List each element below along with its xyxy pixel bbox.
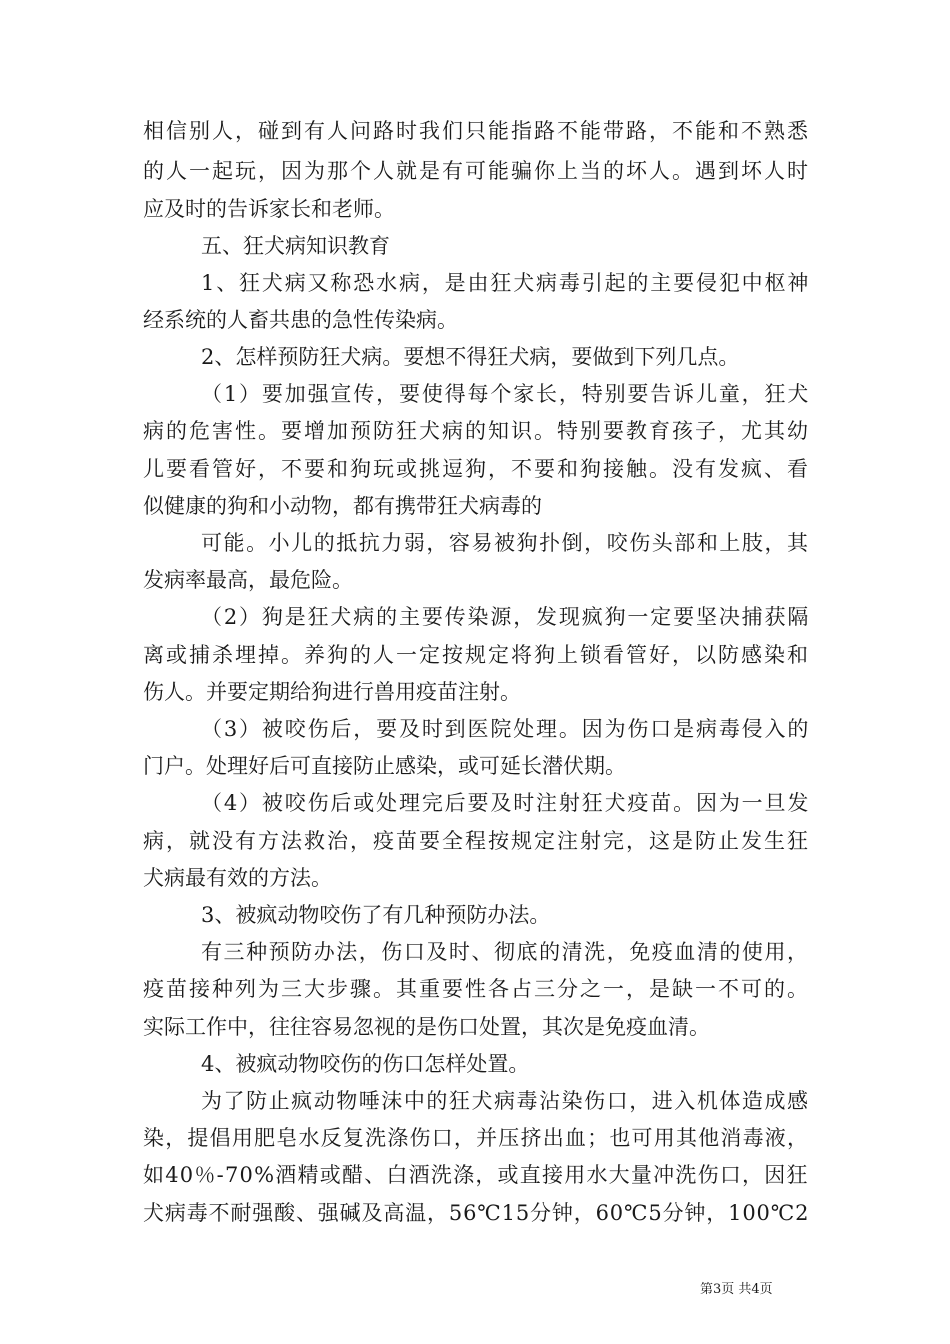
text-line: 儿要看管好，不要和狗玩或挑逗狗，不要和狗接触。没有发疯、看 [143, 457, 810, 481]
text-line: 2、怎样预防狂犬病。要想不得狂犬病，要做到下列几点。 [201, 345, 740, 369]
text-line: 经系统的人畜共患的急性传染病。 [143, 308, 458, 332]
text-line: 发病率最高，最危险。 [143, 568, 353, 592]
section-heading: 五、狂犬病知识教育 [201, 234, 390, 258]
text-line: （1）要加强宣传，要使得每个家长，特别要告诉儿童，狂犬 [201, 382, 811, 406]
page-number: 第3页 共4页 [700, 1282, 773, 1297]
text-line: （2）狗是狂犬病的主要传染源，发现疯狗一定要坚决捕获隔 [201, 605, 811, 629]
text-line: 似健康的狗和小动物，都有携带狂犬病毒的 [143, 494, 542, 518]
text-line: 犬病毒不耐强酸、强碱及高温，56℃15分钟，60℃5分钟，100℃2 [143, 1201, 810, 1225]
text-line: 4、被疯动物咬伤的伤口怎样处置。 [201, 1052, 530, 1076]
text-line: 病，就没有方法救治，疫苗要全程按规定注射完，这是防止发生狂 [143, 829, 810, 853]
text-line: 如40％-70%酒精或醋、白酒洗涤，或直接用水大量冲洗伤口，因狂 [143, 1163, 809, 1187]
text-line: 应及时的告诉家长和老师。 [143, 197, 395, 221]
text-line: 疫苗接种列为三大步骤。其重要性各占三分之一，是缺一不可的。 [143, 977, 810, 1001]
text-line: 1、狂犬病又称恐水病，是由狂犬病毒引起的主要侵犯中枢神 [201, 271, 811, 295]
text-line: 可能。小儿的抵抗力弱，容易被狗扑倒，咬伤头部和上肢，其 [201, 531, 810, 555]
text-line: 为了防止疯动物唾沫中的狂犬病毒沾染伤口，进入机体造成感 [201, 1089, 810, 1113]
text-line: 病的危害性。要增加预防狂犬病的知识。特别要教育孩子，尤其幼 [143, 419, 810, 443]
text-line: 有三种预防办法，伤口及时、彻底的清洗，免疫血清的使用， [201, 940, 810, 964]
text-line: 伤人。并要定期给狗进行兽用疫苗注射。 [143, 680, 521, 704]
text-line: 犬病最有效的方法。 [143, 866, 332, 890]
text-line: 相信别人，碰到有人问路时我们只能指路不能带路，不能和不熟悉 [143, 119, 810, 143]
text-line: （4）被咬伤后或处理完后要及时注射狂犬疫苗。因为一旦发 [201, 791, 811, 815]
text-line: 门户。处理好后可直接防止感染，或可延长潜伏期。 [143, 754, 626, 778]
text-line: （3）被咬伤后，要及时到医院处理。因为伤口是病毒侵入的 [201, 717, 811, 741]
text-line: 染，提倡用肥皂水反复洗涤伤口，并压挤出血；也可用其他消毒液， [143, 1126, 810, 1150]
text-line: 实际工作中，往往容易忽视的是伤口处置，其次是免疫血清。 [143, 1015, 710, 1039]
text-line: 3、被疯动物咬伤了有几种预防办法。 [201, 903, 551, 927]
text-line: 离或捕杀埋掉。养狗的人一定按规定将狗上锁看管好，以防感染和 [143, 643, 810, 667]
text-line: 的人一起玩，因为那个人就是有可能骗你上当的坏人。遇到坏人时 [143, 159, 810, 183]
